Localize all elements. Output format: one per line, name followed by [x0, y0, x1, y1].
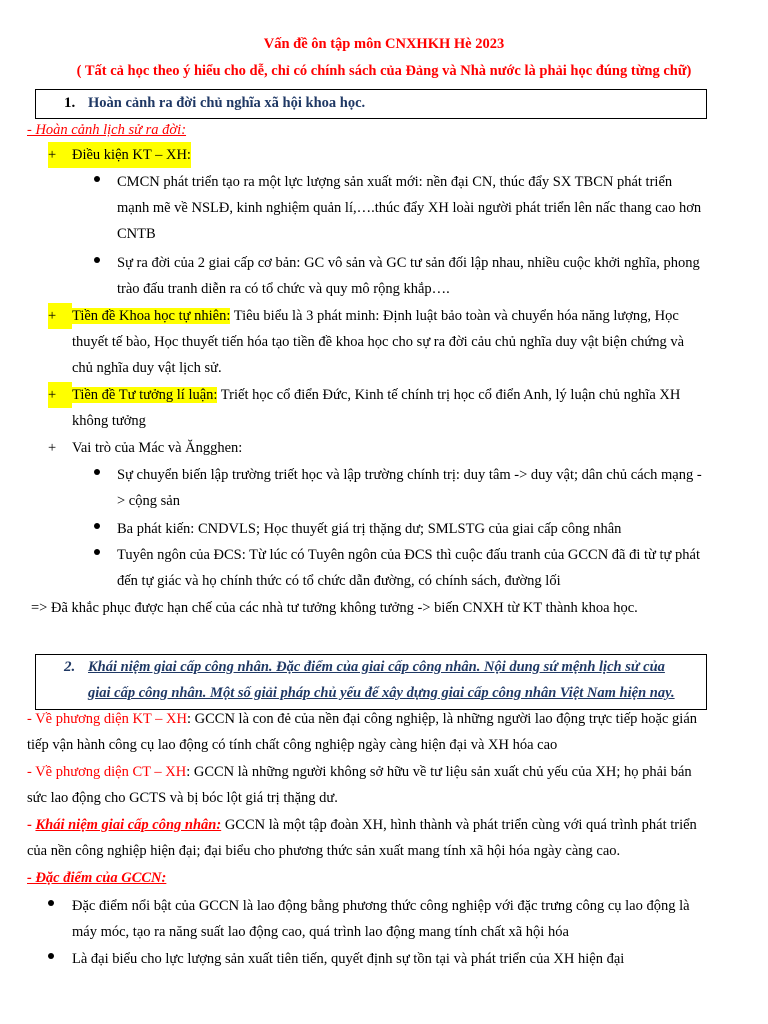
- section2-heading-line1: Khái niệm giai cấp công nhân. Đặc điểm của giai cấp công nhân. Nội dung sứ mệnh lịch sử của: [88, 659, 665, 675]
- concept-line1: [27, 812, 697, 838]
- bullet-dot: [94, 469, 100, 475]
- theory-label: Tiền đề Tư tưởng lí luận:: [72, 387, 218, 403]
- ct-line1: [27, 759, 692, 785]
- theory-text-line2: không tưởng: [72, 413, 146, 429]
- section1-number: 1.: [64, 95, 76, 111]
- role-bullet3-line2: đến tự giác và họ chính thức có tổ chức dẫn đường, có chính sách, đường lối: [117, 573, 561, 589]
- theory-text-line1: Triết học cổ điển Đức, Kinh tế chính trị học cổ điển Anh, lý luận chủ nghĩa XH: [217, 387, 681, 403]
- feature2: Là đại biểu cho lực lượng sản xuất tiên tiến, quyết định sự tồn tại và phát triển của XH hiện đại: [72, 951, 625, 967]
- section2-number: 2.: [64, 659, 76, 675]
- econ-bullet2-line2: trào đấu tranh diễn ra có tổ chức và quy mô rộng khắp….: [117, 281, 450, 297]
- section1-heading-box: [35, 89, 707, 119]
- section2-heading-line2: giai cấp công nhân. Một số giải pháp chủ yếu để xây dựng giai cấp công nhân Việt Nam hiện nay.: [88, 685, 675, 701]
- plus-marker: +: [48, 142, 56, 168]
- document-subtitle: ( Tất cả học theo ý hiểu cho dễ, chỉ có chính sách của Đảng và Nhà nước là phải học đúng từng chữ): [76, 63, 692, 79]
- context-label: - Hoàn cảnh lịch sử ra đời:: [27, 122, 187, 138]
- science-label: Tiền đề Khoa học tự nhiên:: [72, 308, 231, 324]
- kt-text-line1: : GCCN là con đẻ của nền đại công nghiệp, là những người lao động trực tiếp hoặc gián: [186, 711, 698, 727]
- role-bullet2: Ba phát kiến: CNDVLS; Học thuyết giá trị thặng dư; SMLSTG của giai cấp công nhân: [117, 521, 622, 537]
- kt-text-line2: tiếp vận hành công cụ lao động có tính chất công nghiệp ngày càng hiện đại và XH hóa cao: [27, 737, 558, 753]
- bullet-dot: [94, 523, 100, 529]
- econ-bullet2-line1: Sự ra đời của 2 giai cấp cơ bản: GC vô sản và GC tư sản đối lập nhau, nhiều cuộc khởi nghĩa, phong: [117, 255, 700, 271]
- plus-marker: +: [48, 303, 72, 329]
- feature1-line2: máy móc, tạo ra năng suất lao động cao, quá trình lao động mang tính chất xã hội hóa: [72, 924, 569, 940]
- kt-label: - Về phương diện KT – XH: [27, 711, 187, 727]
- document-title: Vấn đề ôn tập môn CNXHKH Hè 2023: [263, 36, 505, 52]
- ct-text-line1: : GCCN là những người không sở hữu về tư liệu sản xuất chủ yếu của XH; họ phải bán: [186, 764, 692, 780]
- section2-heading-box: [35, 654, 707, 710]
- plus-marker: +: [48, 382, 72, 408]
- conclusion: => Đã khắc phục được hạn chế của các nhà tư tưởng không tưởng -> biến CNXH từ KT thành khoa học.: [31, 600, 638, 616]
- bullet-dot: [94, 257, 100, 263]
- concept-text-line1: GCCN là một tập đoàn XH, hình thành và phát triển cùng với quá trình phát triển: [221, 817, 697, 833]
- econ-bullet1-line1: CMCN phát triển tạo ra một lực lượng sản xuất mới: nền đại CN, thúc đẩy SX TBCN phát triển: [117, 174, 673, 190]
- role-bullet1-line2: > cộng sản: [117, 493, 180, 509]
- ct-label: - Về phương diện CT – XH: [27, 764, 187, 780]
- science-text-line2: thuyết tế bào, Học thuyết tiến hóa tạo tiền đề khoa học cho sự ra đời cảu chủ nghĩa duy vật biện chứng và: [72, 334, 685, 350]
- role-label: Vai trò của Mác và Ăngghen:: [72, 440, 243, 456]
- science-line1: [72, 303, 679, 329]
- econ-label: Điều kiện KT – XH:: [72, 142, 191, 168]
- bullet-dot: [48, 953, 54, 959]
- plus-marker: +: [48, 440, 57, 456]
- econ-bullet1-line2: mạnh mẽ về NSLĐ, kinh nghiệm quản lí,….thúc đẩy XH loài người phát triển lên nấc thang cao hơn: [117, 200, 702, 216]
- plus-gap: [56, 142, 72, 168]
- features-label: - Đặc điểm của GCCN:: [27, 870, 167, 886]
- concept-label: Khái niệm giai cấp công nhân:: [35, 817, 222, 833]
- ct-text-line2: sức lao động cho GCTS và bị bóc lột giá trị thặng dư.: [27, 790, 338, 806]
- section1-heading: Hoàn cảnh ra đời chủ nghĩa xã hội khoa học.: [88, 95, 366, 111]
- role-bullet3-line1: Tuyên ngôn của ĐCS: Từ lúc có Tuyên ngôn của ĐCS thì cuộc đấu tranh của GCCN đã đi từ tự phát: [117, 547, 700, 563]
- science-text-line3: chủ nghĩa duy vật lịch sử.: [72, 360, 222, 376]
- bullet-dot: [48, 900, 54, 906]
- theory-line1: [72, 382, 680, 408]
- econ-bullet1-line3: CNTB: [117, 226, 156, 242]
- role-bullet1-line1: Sự chuyển biến lập trường triết học và lập trường chính trị: duy tâm -> duy vật; dân chủ cách mạng -: [117, 467, 702, 483]
- feature1-line1: Đặc điểm nổi bật của GCCN là lao động bằng phương thức công nghiệp với đặc trưng công cụ lao động là: [72, 898, 690, 914]
- concept-dash: -: [27, 817, 36, 833]
- science-text-line1: Tiêu biểu là 3 phát minh: Định luật bảo toàn và chuyển hóa năng lượng, Học: [230, 308, 679, 324]
- bullet-dot: [94, 176, 100, 182]
- bullet-dot: [94, 549, 100, 555]
- kt-line1: [27, 706, 697, 732]
- concept-text-line2: của nền công nghiệp hiện đại; đại biểu cho phương thức sản xuất mang tính xã hội hóa ngày càng cao.: [27, 843, 621, 859]
